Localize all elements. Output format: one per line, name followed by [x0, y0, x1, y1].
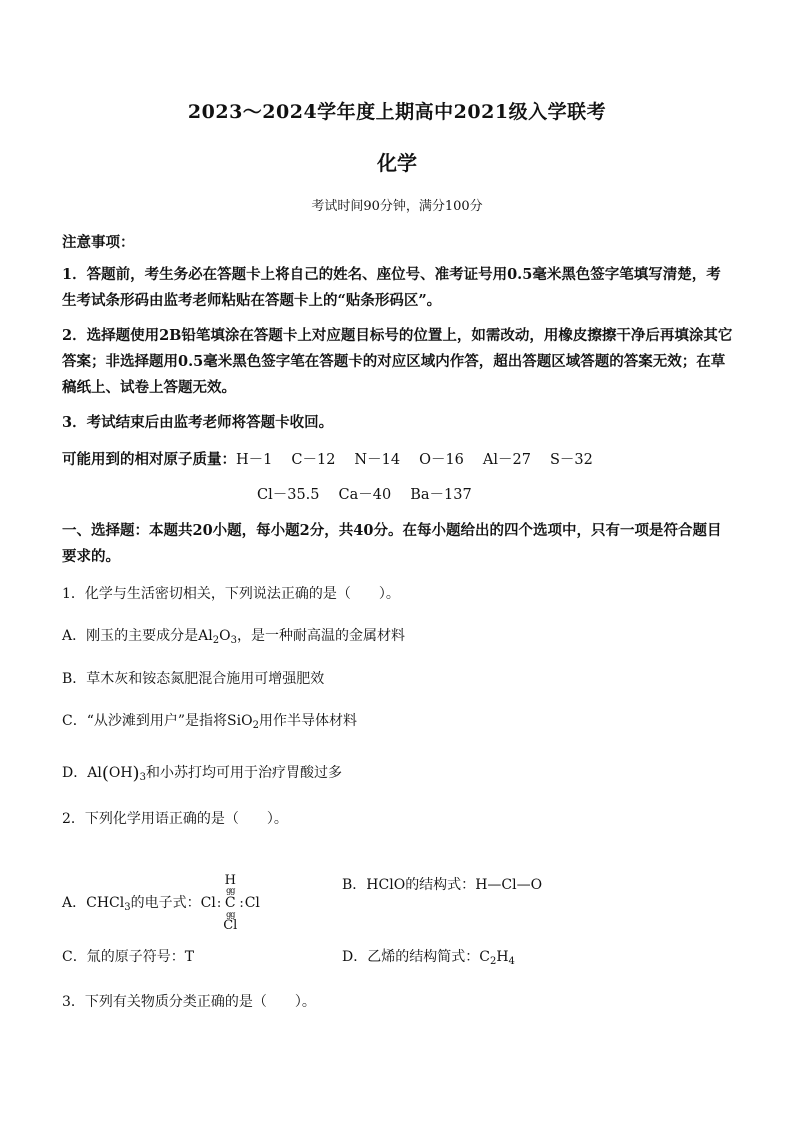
formula-part: OH [108, 765, 133, 781]
option-text: C．氚的原子符号： [62, 949, 185, 965]
atomic-mass-label: 可能用到的相对原子质量： [62, 451, 236, 468]
option-text: 的电子式： [130, 895, 201, 911]
exam-title: 2023～2024学年度上期高中2021级入学联考 [187, 101, 607, 123]
option-text: A．刚玉的主要成分是 [62, 628, 199, 644]
notice-item-3: 3．考试结束后由监考老师将答题卡收回。 [62, 414, 334, 431]
option-text: 的结构式： [405, 877, 476, 893]
atomic-mass-row-1 [62, 448, 612, 469]
electron-formula-bottom: Cl [223, 918, 238, 933]
question-1-stem: 1．化学与生活密切相关，下列说法正确的是（ ）。 [62, 586, 400, 602]
notice-heading: 注意事项： [62, 234, 135, 251]
atomic-mass-item: S－32 [549, 452, 593, 468]
option-text: D．乙烯的结构简式： [342, 949, 480, 965]
electron-dot-formula [223, 874, 237, 932]
electron-dots-top: gg [226, 886, 235, 895]
question-2-option-c [62, 946, 194, 966]
exam-time-info: 考试时间90分钟，满分100分 [311, 199, 483, 214]
option-text: B． [342, 877, 367, 893]
formula-part: H [496, 949, 509, 965]
subscript: 2 [252, 720, 259, 731]
option-text: C．“从沙滩到用户”是指将 [62, 713, 228, 729]
electron-formula-top: H [224, 873, 236, 888]
question-1-option-a [62, 625, 405, 646]
electron-pair: : [239, 896, 244, 911]
question-1-option-b: B．草木灰和铵态氮肥混合施用可增强肥效 [62, 671, 325, 687]
formula-part: Al [198, 628, 213, 644]
formula-part: SiO [227, 713, 253, 729]
notice-item-1: 1．答题前，考生务必在答题卡上将自己的姓名、座位号、准考证号用0.5毫米黑色签字笔填写清楚，考生考试条形码由监考老师粘贴在答题卡上的“贴条形码区”。 [62, 266, 721, 309]
atomic-mass-item: H－1 [236, 452, 273, 468]
formula-part: HClO [366, 877, 406, 893]
question-2-option-a [62, 874, 260, 932]
question-2-option-d [342, 946, 515, 967]
subscript: 3 [139, 772, 146, 783]
notice-item-2: 2．选择题使用2B铅笔填涂在答题卡上对应题目标号的位置上，如需改动，用橡皮擦擦干净后再填涂其它答案；非选择题用0.5毫米黑色签字笔在答题卡的对应区域内作答，超出答题区域答题的答案无效；在草稿纸上、试卷上答题无效。 [62, 327, 733, 396]
paren: ( [101, 763, 109, 784]
formula-part: CHCl [86, 895, 125, 911]
atomic-symbol: T [184, 949, 195, 965]
formula-part: Al [87, 765, 102, 781]
subscript: 3 [124, 902, 131, 913]
option-text: ，是一种耐高温的金属材料 [236, 628, 405, 644]
subject-title: 化学 [377, 151, 417, 175]
atomic-mass-item: N－14 [354, 452, 401, 468]
section-1-heading: 一、选择题：本题共20小题，每小题2分，共40分。在每小题给出的四个选项中，只有一项是符合题目要求的。 [62, 522, 722, 565]
formula [198, 628, 237, 644]
electron-formula-left: Cl [200, 895, 216, 911]
question-3-stem: 3．下列有关物质分类正确的是（ ）。 [62, 994, 316, 1010]
option-text: A． [62, 895, 87, 911]
structural-formula: H—Cl—O [475, 877, 543, 893]
atomic-mass-item: Ba－137 [410, 487, 472, 503]
electron-dots-bottom: gg [226, 910, 235, 919]
electron-formula-right: Cl [244, 895, 260, 911]
option-text: D． [62, 765, 88, 781]
atomic-mass-item: Cl－35.5 [257, 487, 320, 503]
option-text: 用作半导体材料 [258, 713, 357, 729]
paren: ) [132, 763, 140, 784]
electron-pair: : [216, 896, 222, 911]
subscript: 3 [230, 635, 237, 646]
atomic-mass-item: Al－27 [482, 452, 531, 468]
subscript: 2 [489, 956, 497, 967]
atomic-mass-row-2 [257, 483, 491, 504]
formula-part: C [479, 949, 490, 965]
atomic-mass-item: C－12 [291, 452, 336, 468]
formula-part: O [219, 628, 231, 644]
question-2-option-b [342, 874, 542, 894]
atomic-mass-item: O－16 [419, 452, 464, 468]
subscript: 2 [212, 635, 220, 646]
electron-formula-center: C [224, 895, 236, 911]
question-1-option-c [62, 710, 357, 731]
atomic-mass-item: Ca－40 [338, 487, 392, 503]
question-1-option-d [62, 762, 342, 784]
option-text: 和小苏打均可用于治疗胃酸过多 [145, 765, 342, 781]
question-2-stem: 2．下列化学用语正确的是（ ）。 [62, 811, 288, 827]
subscript: 4 [508, 956, 515, 967]
